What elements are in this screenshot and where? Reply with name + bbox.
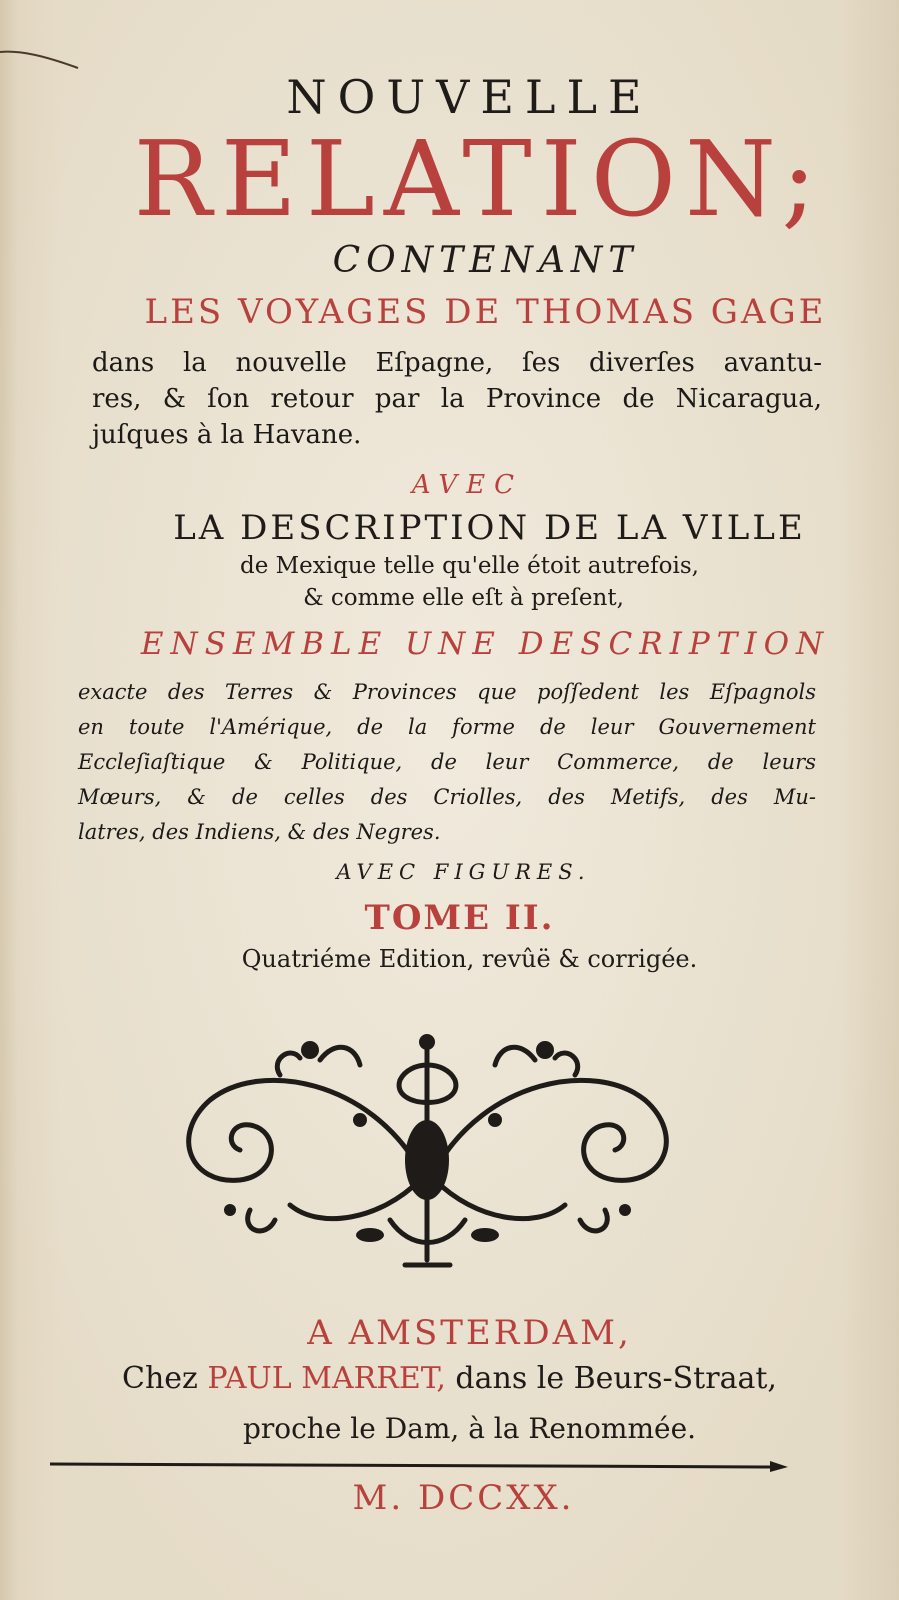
imprint-date: M. DCCXX. — [352, 1478, 575, 1518]
subtitle-line: juſques à la Havane. — [92, 420, 362, 450]
title-line-nouvelle: NOUVELLE — [286, 70, 653, 124]
title-line-voyages: LES VOYAGES DE THOMAS GAGE — [144, 292, 827, 332]
edition-statement: Quatriéme Edition, revûë & corrigée. — [241, 945, 698, 973]
imprint-city: A AMSTERDAM, — [307, 1313, 632, 1353]
ensemble-heading: ENSEMBLE UNE DESCRIPTION — [140, 626, 831, 662]
avec-heading: AVEC — [411, 470, 524, 500]
description-line: en toute l'Amérique, de la forme de leur Gouvernement — [78, 715, 816, 739]
subtitle-line: dans la nouvelle Eſpagne, ſes diverſes avantu- — [92, 348, 822, 378]
description-heading: LA DESCRIPTION DE LA VILLE — [173, 508, 806, 548]
subtitle-line: res, & ſon retour par la Province de Nicaragua, — [92, 384, 822, 414]
description-line: exacte des Terres & Provinces que poſſedent les Eſpagnols — [78, 680, 816, 704]
printer-prefix: Chez — [122, 1361, 198, 1396]
description-line: latres, des Indiens, & des Negres. — [78, 820, 441, 844]
title-line-contenant: CONTENANT — [332, 240, 639, 281]
description-line: Mœurs, & de celles des Criolles, des Metifs, des Mu- — [78, 785, 816, 809]
arrow-rule-icon — [48, 1458, 790, 1472]
description-line: Eccleſiaſtique & Politique, de leur Commerce, de leurs — [78, 750, 816, 774]
description-paragraph — [78, 675, 816, 850]
imprint-address: proche le Dam, à la Renommée. — [242, 1412, 697, 1445]
volume-number: TOME II. — [364, 898, 555, 938]
printer-name: PAUL MARRET, — [207, 1361, 446, 1396]
printer-address: dans le Beurs-Straat, — [455, 1361, 777, 1396]
subtitle-paragraph — [92, 345, 822, 453]
mexique-line: de Mexique telle qu'elle étoit autrefois, — [239, 553, 699, 579]
printers-ornament-icon — [170, 1020, 685, 1280]
title-line-relation: RELATION; — [133, 118, 826, 240]
imprint-printer — [0, 1361, 899, 1396]
mexique-line: & comme elle eſt à preſent, — [303, 585, 624, 611]
avec-figures: AVEC FIGURES. — [336, 860, 591, 884]
